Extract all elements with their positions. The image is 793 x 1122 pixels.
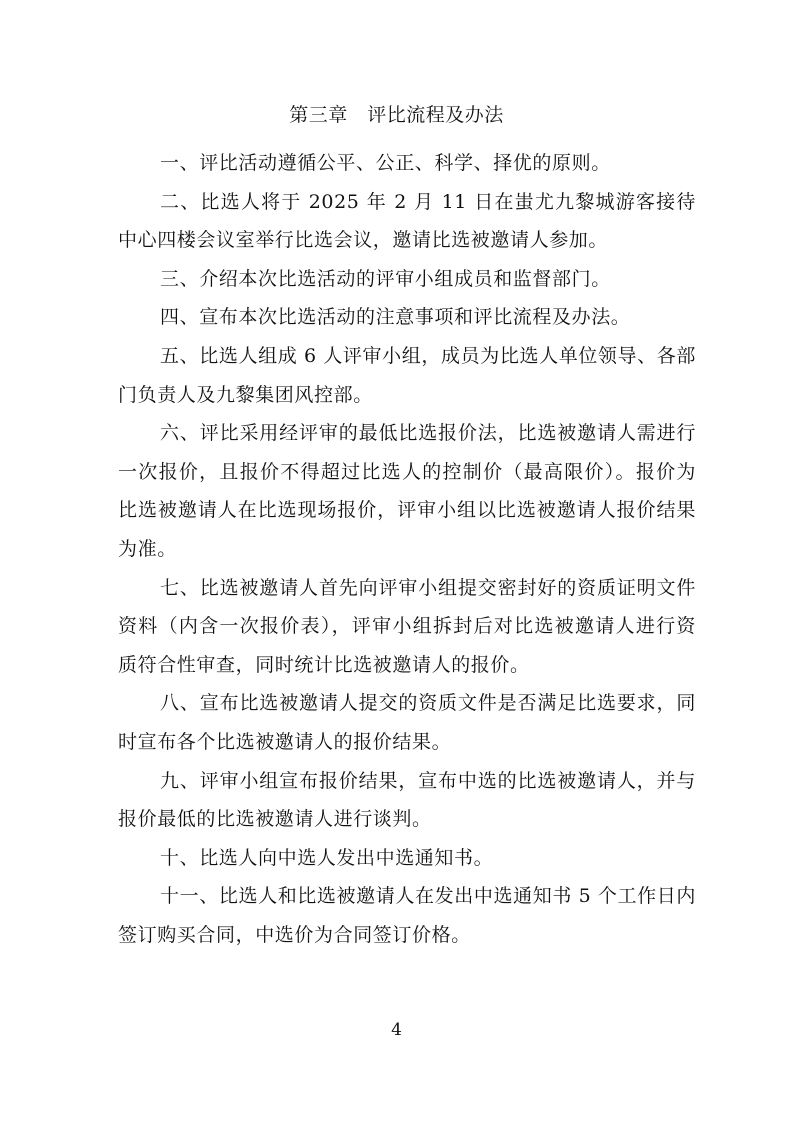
paragraph-6: 六、评比采用经评审的最低比选报价法，比选被邀请人需进行一次报价，且报价不得超过比选人的控制价（最高限价）。报价为比选被邀请人在比选现场报价，评审小组以比选被邀请人报价结果为准。	[118, 422, 696, 560]
paragraph-4: 四、宣布本次比选活动的注意事项和评比流程及办法。	[160, 306, 631, 329]
chapter-title: 第三章 评比流程及办法	[289, 104, 504, 126]
document-body	[118, 144, 696, 954]
page-number: 4	[391, 1020, 402, 1040]
paragraph-9: 九、评审小组宣布报价结果，宣布中选的比选被邀请人，并与报价最低的比选被邀请人进行谈判。	[118, 769, 696, 831]
paragraph-10: 十、比选人向中选人发出中选通知书。	[160, 846, 494, 869]
paragraph-8: 八、宣布比选被邀请人提交的资质文件是否满足比选要求，同时宣布各个比选被邀请人的报价结果。	[118, 692, 696, 753]
paragraph-11: 十一、比选人和比选被邀请人在发出中选通知书 5 个工作日内签订购买合同，中选价为合同签订价格。	[118, 885, 696, 946]
paragraph-2: 二、比选人将于 2025 年 2 月 11 日在蚩尤九黎城游客接待中心四楼会议室举行比选会议，邀请比选被邀请人参加。	[118, 190, 696, 252]
paragraph-1: 一、评比活动遵循公平、公正、科学、择优的原则。	[160, 152, 611, 174]
paragraph-7: 七、比选被邀请人首先向评审小组提交密封好的资质证明文件资料（内含一次报价表），评审小组拆封后对比选被邀请人进行资质符合性审查，同时统计比选被邀请人的报价。	[118, 576, 696, 676]
paragraph-3: 三、介绍本次比选活动的评审小组成员和监督部门。	[160, 267, 611, 290]
paragraph-5: 五、比选人组成 6 人评审小组，成员为比选人单位领导、各部门负责人及九黎集团风控部。	[118, 344, 696, 406]
